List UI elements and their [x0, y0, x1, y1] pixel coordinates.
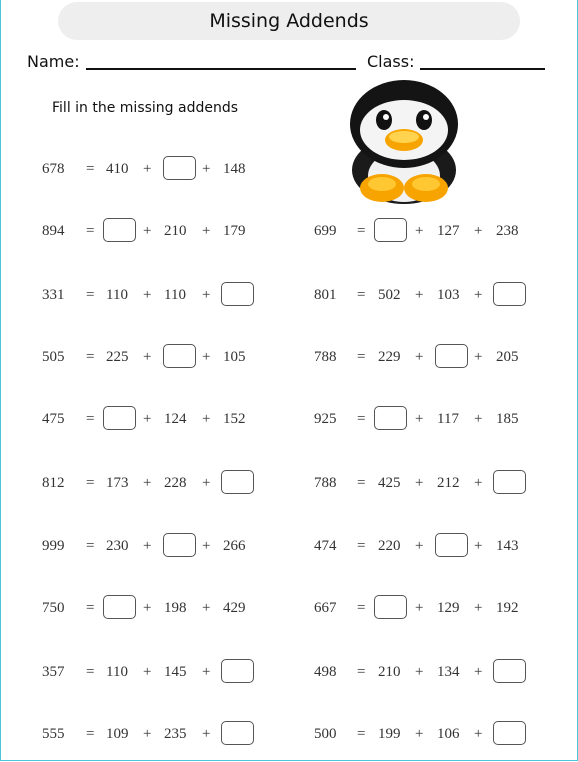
problem-total: 788 — [314, 349, 337, 365]
plus-sign: + — [143, 475, 152, 491]
answer-box[interactable] — [221, 659, 254, 683]
addend: 179 — [223, 223, 246, 239]
problem-total: 999 — [42, 538, 65, 554]
problem-total: 678 — [42, 161, 65, 177]
addend: 103 — [437, 287, 460, 303]
equals-sign: = — [86, 600, 95, 616]
plus-sign: + — [474, 538, 483, 554]
plus-sign: + — [143, 538, 152, 554]
equals-sign: = — [357, 664, 366, 680]
problem-total: 667 — [314, 600, 337, 616]
answer-box[interactable] — [103, 595, 136, 619]
equals-sign: = — [357, 600, 366, 616]
problem-total: 474 — [314, 538, 337, 554]
addend: 230 — [106, 538, 129, 554]
answer-box[interactable] — [374, 406, 407, 430]
answer-box[interactable] — [103, 406, 136, 430]
plus-sign: + — [415, 726, 424, 742]
answer-box[interactable] — [435, 533, 468, 557]
problem-total: 505 — [42, 349, 65, 365]
plus-sign: + — [202, 475, 211, 491]
answer-box[interactable] — [103, 218, 136, 242]
plus-sign: + — [415, 600, 424, 616]
plus-sign: + — [202, 349, 211, 365]
problem-total: 699 — [314, 223, 337, 239]
equals-sign: = — [86, 411, 95, 427]
name-field[interactable] — [86, 68, 356, 70]
answer-box[interactable] — [435, 344, 468, 368]
answer-box[interactable] — [221, 282, 254, 306]
addend: 117 — [437, 411, 459, 427]
addend: 199 — [378, 726, 401, 742]
plus-sign: + — [143, 349, 152, 365]
addend: 425 — [378, 475, 401, 491]
equals-sign: = — [357, 475, 366, 491]
addend: 229 — [378, 349, 401, 365]
plus-sign: + — [474, 349, 483, 365]
addend: 210 — [378, 664, 401, 680]
addend: 212 — [437, 475, 460, 491]
plus-sign: + — [474, 475, 483, 491]
plus-sign: + — [415, 411, 424, 427]
problem-total: 788 — [314, 475, 337, 491]
plus-sign: + — [143, 600, 152, 616]
addend: 110 — [164, 287, 186, 303]
plus-sign: + — [202, 411, 211, 427]
equals-sign: = — [86, 475, 95, 491]
problem-total: 498 — [314, 664, 337, 680]
addend: 210 — [164, 223, 187, 239]
equals-sign: = — [357, 538, 366, 554]
answer-box[interactable] — [221, 470, 254, 494]
plus-sign: + — [202, 223, 211, 239]
plus-sign: + — [143, 287, 152, 303]
plus-sign: + — [143, 664, 152, 680]
addend: 110 — [106, 664, 128, 680]
addend: 173 — [106, 475, 129, 491]
addend: 266 — [223, 538, 246, 554]
equals-sign: = — [86, 349, 95, 365]
answer-box[interactable] — [163, 344, 196, 368]
equals-sign: = — [357, 726, 366, 742]
problem-total: 357 — [42, 664, 65, 680]
equals-sign: = — [357, 287, 366, 303]
addend: 225 — [106, 349, 129, 365]
addend: 192 — [496, 600, 519, 616]
plus-sign: + — [474, 223, 483, 239]
addend: 127 — [437, 223, 460, 239]
addend: 152 — [223, 411, 246, 427]
equals-sign: = — [86, 223, 95, 239]
plus-sign: + — [474, 287, 483, 303]
addend: 124 — [164, 411, 187, 427]
equals-sign: = — [357, 349, 366, 365]
addend: 238 — [496, 223, 519, 239]
plus-sign: + — [202, 538, 211, 554]
plus-sign: + — [143, 726, 152, 742]
problem-total: 894 — [42, 223, 65, 239]
addend: 429 — [223, 600, 246, 616]
addend: 143 — [496, 538, 519, 554]
equals-sign: = — [86, 538, 95, 554]
plus-sign: + — [202, 287, 211, 303]
problem-total: 750 — [42, 600, 65, 616]
problem-total: 500 — [314, 726, 337, 742]
plus-sign: + — [415, 475, 424, 491]
equals-sign: = — [357, 411, 366, 427]
answer-box[interactable] — [163, 533, 196, 557]
plus-sign: + — [143, 223, 152, 239]
equals-sign: = — [86, 287, 95, 303]
plus-sign: + — [474, 726, 483, 742]
addend: 205 — [496, 349, 519, 365]
addend: 110 — [106, 287, 128, 303]
plus-sign: + — [474, 411, 483, 427]
plus-sign: + — [202, 726, 211, 742]
plus-sign: + — [474, 600, 483, 616]
plus-sign: + — [415, 223, 424, 239]
worksheet-title: Missing Addends — [58, 2, 520, 40]
answer-box[interactable] — [493, 721, 526, 745]
plus-sign: + — [143, 161, 152, 177]
addend: 106 — [437, 726, 460, 742]
problem-total: 801 — [314, 287, 337, 303]
plus-sign: + — [415, 349, 424, 365]
problem-total: 925 — [314, 411, 337, 427]
plus-sign: + — [143, 411, 152, 427]
addend: 235 — [164, 726, 187, 742]
answer-box[interactable] — [493, 659, 526, 683]
penguin-icon — [348, 80, 460, 204]
plus-sign: + — [474, 664, 483, 680]
class-label: Class: — [367, 52, 415, 71]
addend: 198 — [164, 600, 187, 616]
addend: 228 — [164, 475, 187, 491]
instructions: Fill in the missing addends — [52, 100, 239, 116]
plus-sign: + — [415, 538, 424, 554]
answer-box[interactable] — [493, 282, 526, 306]
answer-box[interactable] — [374, 595, 407, 619]
equals-sign: = — [357, 223, 366, 239]
addend: 145 — [164, 664, 187, 680]
problem-total: 475 — [42, 411, 65, 427]
problem-total: 331 — [42, 287, 65, 303]
answer-box[interactable] — [493, 470, 526, 494]
class-field[interactable] — [420, 68, 545, 70]
addend: 185 — [496, 411, 519, 427]
answer-box[interactable] — [374, 218, 407, 242]
name-label: Name: — [27, 52, 80, 71]
equals-sign: = — [86, 664, 95, 680]
problem-total: 812 — [42, 475, 65, 491]
problem-total: 555 — [42, 726, 65, 742]
plus-sign: + — [415, 287, 424, 303]
addend: 109 — [106, 726, 129, 742]
addend: 410 — [106, 161, 129, 177]
addend: 148 — [223, 161, 246, 177]
answer-box[interactable] — [221, 721, 254, 745]
plus-sign: + — [202, 664, 211, 680]
answer-box[interactable] — [163, 156, 196, 180]
equals-sign: = — [86, 161, 95, 177]
plus-sign: + — [202, 161, 211, 177]
plus-sign: + — [202, 600, 211, 616]
equals-sign: = — [86, 726, 95, 742]
addend: 129 — [437, 600, 460, 616]
addend: 220 — [378, 538, 401, 554]
addend: 105 — [223, 349, 246, 365]
plus-sign: + — [415, 664, 424, 680]
addend: 502 — [378, 287, 401, 303]
addend: 134 — [437, 664, 460, 680]
